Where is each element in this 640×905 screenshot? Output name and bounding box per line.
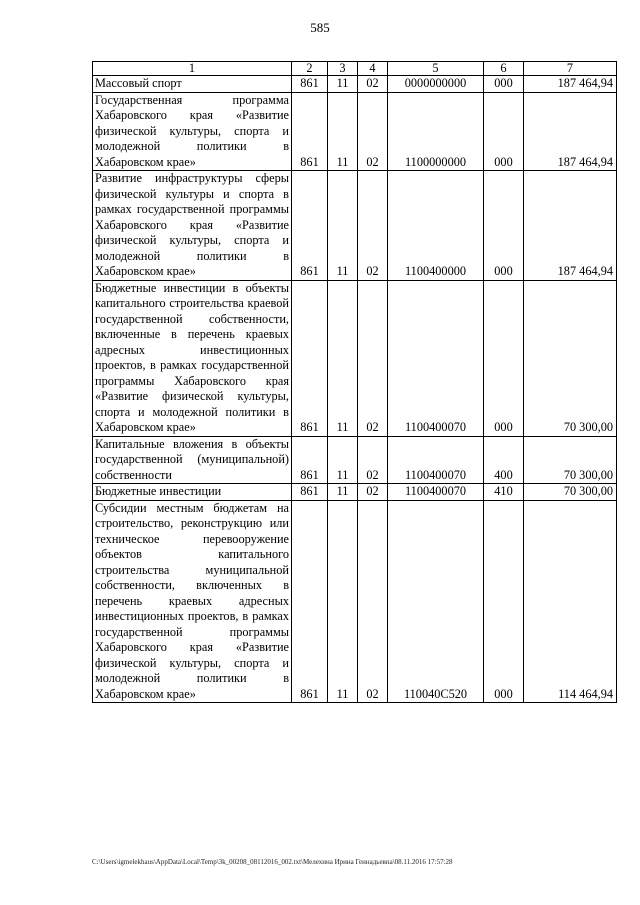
row-name: Государственная программа Хабаровского края «Развитие физической культуры, спорта и молодежной политики в Хабаровском крае» [93, 92, 292, 171]
cell-col4: 02 [358, 76, 388, 93]
cell-col4: 02 [358, 500, 388, 703]
table-header-row [93, 62, 617, 76]
cell-col4: 02 [358, 484, 388, 501]
row-name: Бюджетные инвестиции [93, 484, 292, 501]
table-row [93, 500, 617, 703]
column-header: 7 [524, 62, 617, 76]
cell-col2: 861 [292, 280, 328, 436]
cell-col6: 000 [484, 76, 524, 93]
cell-col2: 861 [292, 500, 328, 703]
cell-amount: 187 464,94 [524, 92, 617, 171]
cell-col6: 000 [484, 171, 524, 281]
cell-amount: 187 464,94 [524, 171, 617, 281]
cell-col6: 000 [484, 92, 524, 171]
cell-col5: 1100400000 [388, 171, 484, 281]
cell-col6: 000 [484, 280, 524, 436]
row-name: Массовый спорт [93, 76, 292, 93]
cell-amount: 187 464,94 [524, 76, 617, 93]
cell-col5: 0000000000 [388, 76, 484, 93]
cell-col3: 11 [328, 484, 358, 501]
cell-col4: 02 [358, 436, 388, 484]
cell-col3: 11 [328, 436, 358, 484]
cell-col5: 110040С520 [388, 500, 484, 703]
cell-col3: 11 [328, 171, 358, 281]
cell-col2: 861 [292, 76, 328, 93]
table-row [93, 92, 617, 171]
row-name: Бюджетные инвестиции в объекты капитального строительства краевой государственной собственности, включенные в перечень краевых адресных инвестиционных проектов, в рамках государственной программы Хабаровского края «Развитие физической культуры, спорта и молодежной политики в Хабаровском крае» [93, 280, 292, 436]
row-name: Субсидии местным бюджетам на строительство, реконструкцию или техническое перевооружение объектов капитального строительства муниципальной собственности, включенных в перечень краевых адресных инвестиционных проектов, в рамках государственной программы Хабаровского края «Развитие физической культуры, спорта и молодежной политики в Хабаровском крае» [93, 500, 292, 703]
page-number: 585 [310, 20, 330, 35]
budget-table [92, 61, 617, 703]
cell-col3: 11 [328, 76, 358, 93]
footer-file-path: C:\Users\igmelekhaus\AppData\Local\Temp\3k_00208_08112016_002.txt\Мелехина Ирина Геннадьевна\08.11.2016 17:57:28 [92, 858, 453, 866]
table-row [93, 171, 617, 281]
column-header: 1 [93, 62, 292, 76]
cell-col6: 410 [484, 484, 524, 501]
cell-col5: 1100400070 [388, 484, 484, 501]
cell-col2: 861 [292, 171, 328, 281]
cell-col5: 1100000000 [388, 92, 484, 171]
cell-col2: 861 [292, 436, 328, 484]
cell-col4: 02 [358, 92, 388, 171]
column-header: 3 [328, 62, 358, 76]
cell-amount: 114 464,94 [524, 500, 617, 703]
column-header: 4 [358, 62, 388, 76]
cell-amount: 70 300,00 [524, 436, 617, 484]
column-header: 6 [484, 62, 524, 76]
cell-col3: 11 [328, 280, 358, 436]
cell-amount: 70 300,00 [524, 280, 617, 436]
cell-col6: 400 [484, 436, 524, 484]
table-row [93, 484, 617, 501]
column-header: 2 [292, 62, 328, 76]
cell-col4: 02 [358, 171, 388, 281]
cell-col6: 000 [484, 500, 524, 703]
row-name: Капитальные вложения в объекты государственной (муниципальной) собственности [93, 436, 292, 484]
cell-amount: 70 300,00 [524, 484, 617, 501]
table-row [93, 76, 617, 93]
cell-col4: 02 [358, 280, 388, 436]
table-row [93, 436, 617, 484]
table-row [93, 280, 617, 436]
row-name: Развитие инфраструктуры сферы физической культуры и спорта в рамках государственной программы Хабаровского края «Развитие физической культуры, спорта и молодежной политики в Хабаровском крае» [93, 171, 292, 281]
cell-col2: 861 [292, 484, 328, 501]
cell-col3: 11 [328, 92, 358, 171]
cell-col5: 1100400070 [388, 280, 484, 436]
cell-col2: 861 [292, 92, 328, 171]
cell-col5: 1100400070 [388, 436, 484, 484]
cell-col3: 11 [328, 500, 358, 703]
column-header: 5 [388, 62, 484, 76]
